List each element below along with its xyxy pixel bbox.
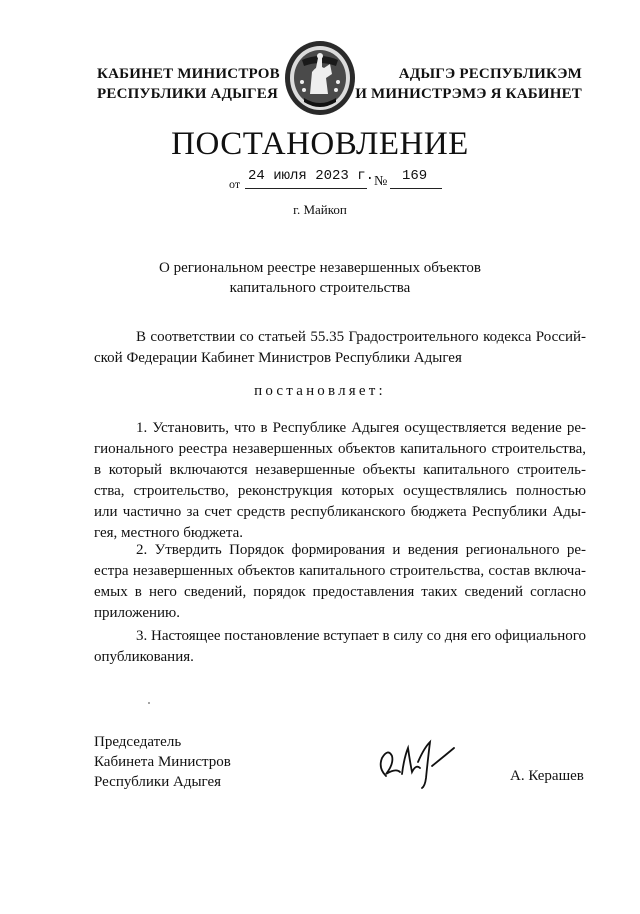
decree-word: постановляет: [254, 383, 386, 399]
issuer-name-adyghe [355, 64, 582, 104]
item-line: ства, строительство, реконструкция которых осуществлялись полностью [94, 483, 586, 499]
handwritten-signature [372, 728, 462, 790]
issuer-line-2: РЕСПУБЛИКИ АДЫГЕЯ [97, 86, 279, 102]
item-line: или частично за счет средств республиканского бюджета Республики Ады- [94, 504, 586, 520]
issuer-adyghe-line-2: И МИНИСТРЭМЭ Я КАБИНЕТ [355, 86, 582, 102]
signer-name: А. Керашев [510, 768, 584, 784]
signatory-line-2: Кабинета Министров [94, 754, 231, 770]
number-label: № [374, 174, 388, 189]
item-line: емых в него сведений, порядок предоставления таких сведений согласно [94, 584, 586, 600]
item-line: приложению. [94, 605, 181, 621]
signatory-position [94, 732, 231, 792]
document-subject [0, 258, 640, 298]
item-2 [94, 540, 586, 624]
item-line: гионального реестра незавершенных объектов капитального строительства, [94, 441, 586, 457]
item-3 [94, 626, 586, 668]
signatory-line-3: Республики Адыгея [94, 774, 222, 790]
document-title: ПОСТАНОВЛЕНИЕ [171, 126, 469, 162]
from-label: от [229, 177, 241, 191]
scan-speck [148, 702, 150, 704]
item-line: опубликования. [94, 649, 194, 665]
preamble-line-1: В соответствии со статьей 55.35 Градостроительного кодекса Россий- [136, 329, 586, 345]
city: г. Майкоп [293, 202, 347, 217]
date-number-row [0, 168, 640, 192]
signatory-line-1: Председатель [94, 734, 182, 750]
subject-line-2: капитального строительства [229, 280, 411, 296]
item-line: 1. Установить, что в Республике Адыгея осуществляется ведение ре- [136, 420, 586, 436]
document-date: 24 июля 2023 г. [248, 168, 375, 184]
document-number: 169 [402, 168, 428, 184]
item-line: в который включаются незавершенные объекты капитального строитель- [94, 462, 586, 478]
date-underline [245, 188, 367, 189]
coat-of-arms-icon [282, 38, 358, 118]
item-line: 3. Настоящее постановление вступает в силу со дня его официального [136, 628, 586, 644]
preamble [94, 327, 586, 369]
issuer-name-russian [97, 64, 280, 104]
item-line: 2. Утвердить Порядок формирования и ведения регионального ре- [136, 542, 586, 558]
subject-line-1: О региональном реестре незавершенных объектов [159, 260, 481, 276]
number-underline [390, 188, 442, 189]
issuer-adyghe-line-1: АДЫГЭ РЕСПУБЛИКЭМ [398, 66, 582, 82]
item-1 [94, 418, 586, 544]
issuer-line-1: КАБИНЕТ МИНИСТРОВ [97, 66, 280, 82]
item-line: естра незавершенных объектов капитального строительства, состав включа- [94, 563, 586, 579]
item-line: гея, местного бюджета. [94, 525, 243, 541]
preamble-line-2: ской Федерации Кабинет Министров Республики Адыгея [94, 350, 462, 366]
